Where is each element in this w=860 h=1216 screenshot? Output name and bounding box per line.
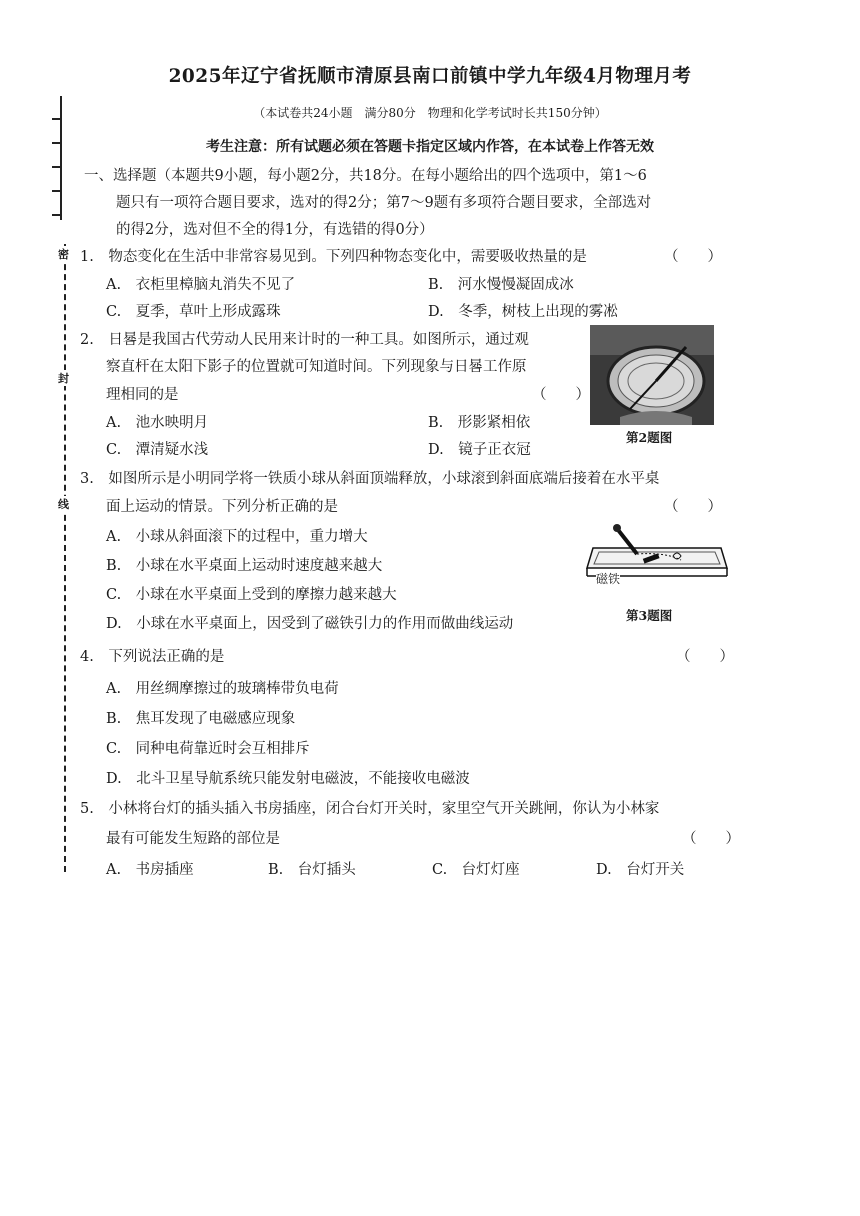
q3-stem-line1: 3. 如图所示是小明同学将一铁质小球从斜面顶端释放，小球滚到斜面底端后接着在水平桌 [80,471,660,487]
q3-option-b: B. 小球在水平桌面上运动时速度越来越大 [106,558,383,574]
q2-option-a: A. 池水映明月 [106,415,209,431]
section1-line2: 题只有一项符合题目要求，选对的得2分；第7～9题有多项符合题目要求，全部选对 [116,195,652,211]
q3-stem-line2: 面上运动的情景。下列分析正确的是 [106,499,338,515]
q1-option-d: D. 冬季，树枝上出现的雾凇 [428,304,618,320]
q3-figure-caption: 第3题图 [626,608,673,623]
q4-option-b: B. 焦耳发现了电磁感应现象 [106,711,296,727]
margin-char-feng: 封 [58,372,69,385]
q5-stem-line1: 5. 小林将台灯的插头插入书房插座，闭合台灯开关时，家里空气开关跳闸，你认为小林家 [80,801,660,817]
sundial-figure [590,325,714,425]
margin-tick [52,118,62,120]
q1-option-b: B. 河水慢慢凝固成冰 [428,277,574,293]
section1-line3: 的得2分，选对但不全的得1分，有选错的得0分） [116,222,434,238]
q1-answer-bracket[interactable]: （ ） [664,249,722,265]
q1-option-c: C. 夏季，草叶上形成露珠 [106,304,281,320]
section1-line1: 一、选择题（本题共9小题，每小题2分，共18分。在每小题给出的四个选项中，第1～6 [84,168,647,184]
binding-margin-top [60,96,62,220]
q5-option-a: A. 书房插座 [106,862,194,878]
q4-option-d: D. 北斗卫星导航系统只能发射电磁波，不能接收电磁波 [106,771,470,787]
q2-option-d: D. 镜子正衣冠 [428,442,531,458]
q5-option-d: D. 台灯开关 [596,862,685,878]
q5-option-b: B. 台灯插头 [268,862,356,878]
q4-stem: 4. 下列说法正确的是 [80,649,225,665]
exam-title: 2025年辽宁省抚顺市清原县南口前镇中学九年级4月物理月考 [168,66,692,87]
q1-option-a: A. 衣柜里樟脑丸消失不见了 [106,277,296,293]
margin-char-xian: 线 [58,498,69,511]
exam-notice: 考生注意：所有试题必须在答题卡指定区域内作答，在本试卷上作答无效 [206,139,654,155]
q2-stem-line1: 2. 日晷是我国古代劳动人民用来计时的一种工具。如图所示，通过观 [80,332,529,348]
margin-tick [52,142,62,144]
q4-option-a: A. 用丝绸摩擦过的玻璃棒带负电荷 [106,681,339,697]
q2-stem-line2: 察直杆在太阳下影子的位置就可知道时间。下列现象与日晷工作原 [106,359,527,375]
margin-tick [52,214,62,216]
q2-figure-caption: 第2题图 [626,430,673,445]
q2-option-c: C. 潭清疑水浅 [106,442,209,458]
q2-stem-line3: 理相同的是 [106,387,179,403]
margin-char-mi: 密 [58,248,69,261]
q2-answer-bracket[interactable]: （ ） [532,387,590,403]
q3-option-c: C. 小球在水平桌面上受到的摩擦力越来越大 [106,587,397,603]
q3-answer-bracket[interactable]: （ ） [664,499,722,515]
q3-option-a: A. 小球从斜面滚下的过程中，重力增大 [106,529,368,545]
exam-subtitle: （本试卷共24小题 满分80分 物理和化学考试时长共150分钟） [253,106,607,120]
q1-stem: 1. 物态变化在生活中非常容易见到。下列四种物态变化中，需要吸收热量的是 [80,249,587,265]
q5-option-c: C. 台灯灯座 [432,862,520,878]
q4-option-c: C. 同种电荷靠近时会互相排斥 [106,741,310,757]
margin-tick [52,190,62,192]
magnet-label: 磁铁 [596,572,621,586]
margin-tick [52,166,62,168]
q5-answer-bracket[interactable]: （ ） [682,831,740,847]
q5-stem-line2: 最有可能发生短路的部位是 [106,831,280,847]
q3-option-d: D. 小球在水平桌面上，因受到了磁铁引力的作用而做曲线运动 [106,616,514,632]
q4-answer-bracket[interactable]: （ ） [676,649,734,665]
binding-dashed-line [64,244,66,872]
q2-option-b: B. 形影紧相依 [428,415,531,431]
